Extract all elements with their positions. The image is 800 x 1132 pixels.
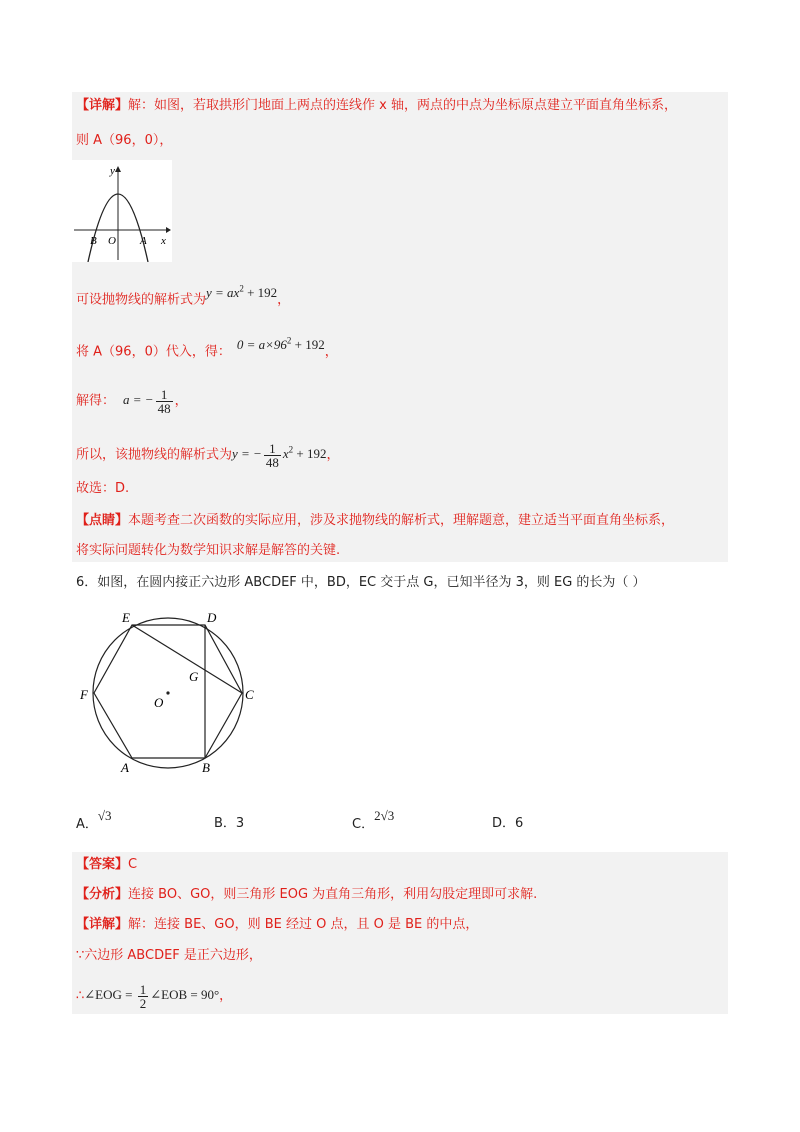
frac-den: 48 — [157, 401, 171, 416]
line5-eq-a: a = − — [123, 392, 154, 408]
option-d[interactable] — [492, 814, 523, 834]
answer-line — [76, 855, 137, 875]
label-e: E — [122, 610, 130, 625]
label-a: A — [121, 760, 129, 775]
therefore-symbol: ∴ — [76, 988, 85, 1004]
o-label: O — [108, 235, 116, 247]
label-c: C — [245, 687, 254, 702]
eq-comma: ， — [219, 988, 233, 1004]
line6-eq-b: + 192 — [293, 446, 327, 462]
frac-num-b: 1 — [264, 442, 281, 456]
line4-eq-a: 0 = a×96 — [236, 337, 287, 353]
detail2-line-2: ∵六边形 ABCDEF 是正六边形， — [76, 948, 262, 963]
detail2-line-1 — [76, 915, 478, 935]
line3-text: 可设抛物线的解析式为 — [76, 292, 207, 308]
detail-line-5 — [76, 388, 188, 415]
detail-label: 【详解】 — [76, 98, 129, 113]
answer-label: 【答案】 — [76, 857, 129, 872]
line5-equation — [123, 387, 175, 416]
comment-label: 【点睛】 — [76, 513, 129, 528]
line3-comma: ， — [277, 292, 291, 308]
center-point — [166, 691, 169, 694]
detail-line-6 — [76, 440, 339, 469]
fraction-1-48-b — [264, 442, 281, 469]
comment-line-2: 将实际问题转化为数学知识求解是解答的关键. — [76, 543, 341, 558]
label-d: D — [207, 610, 217, 625]
option-c-value: 2√3 — [374, 808, 395, 823]
segment-ec — [132, 625, 242, 693]
line6-eq-exp: 2 — [288, 445, 294, 455]
line4-text: 将 A（96，0）代入，得： — [76, 344, 231, 360]
option-d-label: D． — [492, 816, 516, 831]
line6-equation — [232, 440, 327, 470]
line4-eq-b: + 192 — [291, 337, 325, 353]
parabola-graph — [72, 160, 172, 262]
label-g: G — [189, 669, 199, 684]
detail-text: 解：如图，若取拱形门地面上两点的连线作 x 轴，两点的中点为坐标原点建立平面直角坐标系， — [128, 98, 677, 113]
y-label: y — [110, 165, 115, 177]
fraction-half — [138, 983, 149, 1010]
eq-a: ∠EOG = — [84, 987, 136, 1003]
analysis-line — [76, 885, 537, 905]
hexagon-figure — [76, 608, 268, 784]
line5-text: 解得： — [76, 393, 116, 409]
detail2-label: 【详解】 — [76, 917, 129, 932]
frac-num: 1 — [156, 388, 173, 402]
b-label: B — [90, 235, 97, 247]
detail-line-7: 故选：D. — [76, 481, 130, 496]
option-a-label: A． — [76, 817, 98, 832]
line3-eq-b: + 192 — [243, 285, 278, 301]
option-c[interactable] — [352, 808, 395, 835]
option-d-value: 6 — [515, 816, 524, 831]
line6-eq-x: x — [282, 446, 289, 462]
eq-b: ∠EOB = 90° — [150, 987, 220, 1003]
option-a[interactable] — [76, 808, 112, 835]
analysis-label: 【分析】 — [76, 887, 129, 902]
eq-num: 1 — [139, 982, 147, 997]
option-b-label: B． — [214, 816, 236, 831]
fraction-1-48 — [156, 388, 173, 415]
label-f: F — [80, 687, 88, 702]
option-c-label: C． — [352, 817, 375, 832]
detail-line-3 — [76, 285, 290, 310]
line5-comma: ， — [174, 393, 188, 409]
detail-line-4 — [76, 337, 338, 362]
detail-line-2: 则 A（96，0）， — [76, 133, 173, 148]
x-label: x — [161, 235, 166, 247]
detail2-line-3 — [76, 983, 232, 1010]
frac-den-b: 48 — [265, 454, 279, 470]
detail2-text: 解：连接 BE、GO，则 BE 经过 O 点，且 O 是 BE 的中点， — [128, 917, 479, 932]
label-b: B — [202, 760, 210, 775]
line6-eq-a: y = − — [232, 446, 262, 462]
angle-equation — [84, 982, 220, 1011]
analysis-text: 连接 BO、GO，则三角形 EOG 为直角三角形，利用勾股定理即可求解. — [128, 887, 538, 902]
answer-value: C — [128, 857, 138, 872]
detail-line-1 — [76, 96, 677, 116]
option-a-value: √3 — [97, 808, 112, 823]
label-o: O — [154, 695, 164, 710]
question-6: 6．如图，在圆内接正六边形 ABCDEF 中，BD，EC 交于点 G，已知半径为 3，则 EG 的长为（ ） — [76, 575, 646, 590]
line6-text: 所以，该抛物线的解析式为 — [76, 447, 233, 463]
eq-den: 2 — [139, 996, 147, 1011]
line4-eq-exp: 2 — [286, 336, 292, 346]
option-b-value: 3 — [235, 816, 245, 831]
comment-line-1 — [76, 511, 674, 531]
a-label: A — [140, 235, 147, 247]
comment-text: 本题考查二次函数的实际应用，涉及求抛物线的解析式，理解题意，建立适当平面直角坐标系， — [128, 513, 675, 528]
line3-eq-a: y = ax — [206, 285, 240, 301]
line3-eq-exp: 2 — [239, 284, 244, 294]
option-b[interactable] — [214, 814, 244, 834]
line3-equation — [206, 285, 277, 300]
line4-comma: ， — [324, 344, 338, 360]
line6-comma: ， — [326, 447, 340, 463]
line4-equation — [237, 337, 325, 352]
